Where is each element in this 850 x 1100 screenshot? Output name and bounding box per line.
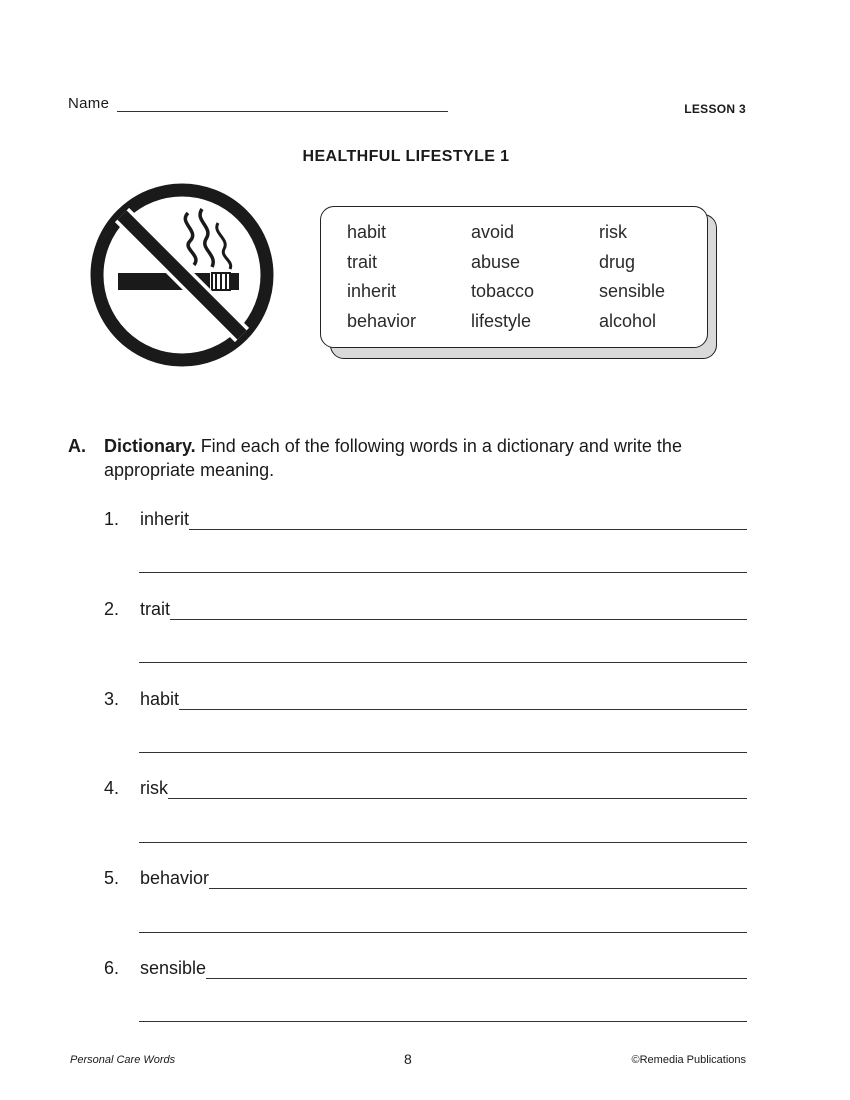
- section-instructions: Find each of the following words in a dictionary and write the appropriate meaning.: [104, 436, 682, 480]
- word-item: drug: [599, 251, 636, 272]
- name-line[interactable]: [117, 97, 448, 112]
- answer-line[interactable]: [209, 870, 747, 889]
- section-letter: A.: [68, 436, 86, 456]
- word-item: trait: [347, 251, 378, 272]
- answer-item-4[interactable]: [104, 775, 747, 799]
- word-item: habit: [347, 222, 387, 242]
- item-word: risk: [140, 778, 168, 798]
- word-item: lifestyle: [471, 310, 532, 331]
- answer-line[interactable]: [139, 1021, 747, 1022]
- item-number: 2.: [104, 599, 120, 619]
- item-word: sensible: [140, 958, 207, 978]
- answer-line[interactable]: [139, 572, 747, 573]
- answer-line[interactable]: [139, 752, 747, 753]
- answer-line[interactable]: [179, 691, 747, 710]
- word-item: inherit: [347, 281, 397, 301]
- answer-item-5[interactable]: [104, 865, 747, 889]
- answer-line[interactable]: [139, 932, 747, 933]
- answer-item-1[interactable]: [104, 506, 747, 530]
- word-item: sensible: [599, 281, 666, 301]
- answer-line[interactable]: [170, 601, 747, 620]
- item-word: inherit: [140, 509, 190, 529]
- word-item: behavior: [347, 310, 417, 331]
- answer-line[interactable]: [139, 842, 747, 843]
- word-item: abuse: [471, 251, 521, 272]
- no-smoking-icon: [90, 183, 274, 367]
- item-number: 1.: [104, 509, 120, 529]
- answer-line[interactable]: [189, 511, 747, 530]
- answer-line[interactable]: [206, 960, 747, 979]
- word-column-1: [347, 218, 416, 336]
- word-item: tobacco: [471, 281, 535, 301]
- page-title: HEALTHFUL LIFESTYLE 1: [302, 148, 510, 165]
- item-word: trait: [140, 599, 171, 619]
- item-number: 3.: [104, 689, 120, 709]
- answer-line[interactable]: [168, 780, 747, 799]
- section-a-instructions: [68, 434, 768, 482]
- word-column-2: [471, 218, 534, 336]
- item-number: 5.: [104, 868, 120, 888]
- footer-book-title: Personal Care Words: [70, 1054, 176, 1066]
- item-number: 6.: [104, 958, 120, 978]
- answer-item-6[interactable]: [104, 955, 747, 979]
- page-number: 8: [404, 1051, 412, 1067]
- name-label: Name: [68, 95, 110, 112]
- section-heading: Dictionary.: [104, 436, 196, 456]
- word-item: risk: [599, 222, 627, 242]
- name-field[interactable]: [68, 92, 448, 112]
- item-word: habit: [140, 689, 180, 709]
- answer-item-3[interactable]: [104, 686, 747, 710]
- item-number: 4.: [104, 778, 120, 798]
- word-column-3: [599, 218, 665, 336]
- word-box: [320, 206, 708, 348]
- word-item: alcohol: [599, 310, 657, 331]
- answer-line[interactable]: [139, 662, 747, 663]
- lesson-label: LESSON 3: [684, 102, 746, 116]
- item-word: behavior: [140, 868, 210, 888]
- word-item: avoid: [471, 222, 515, 242]
- answer-item-2[interactable]: [104, 596, 747, 620]
- footer-publisher: ©Remedia Publications: [631, 1054, 746, 1066]
